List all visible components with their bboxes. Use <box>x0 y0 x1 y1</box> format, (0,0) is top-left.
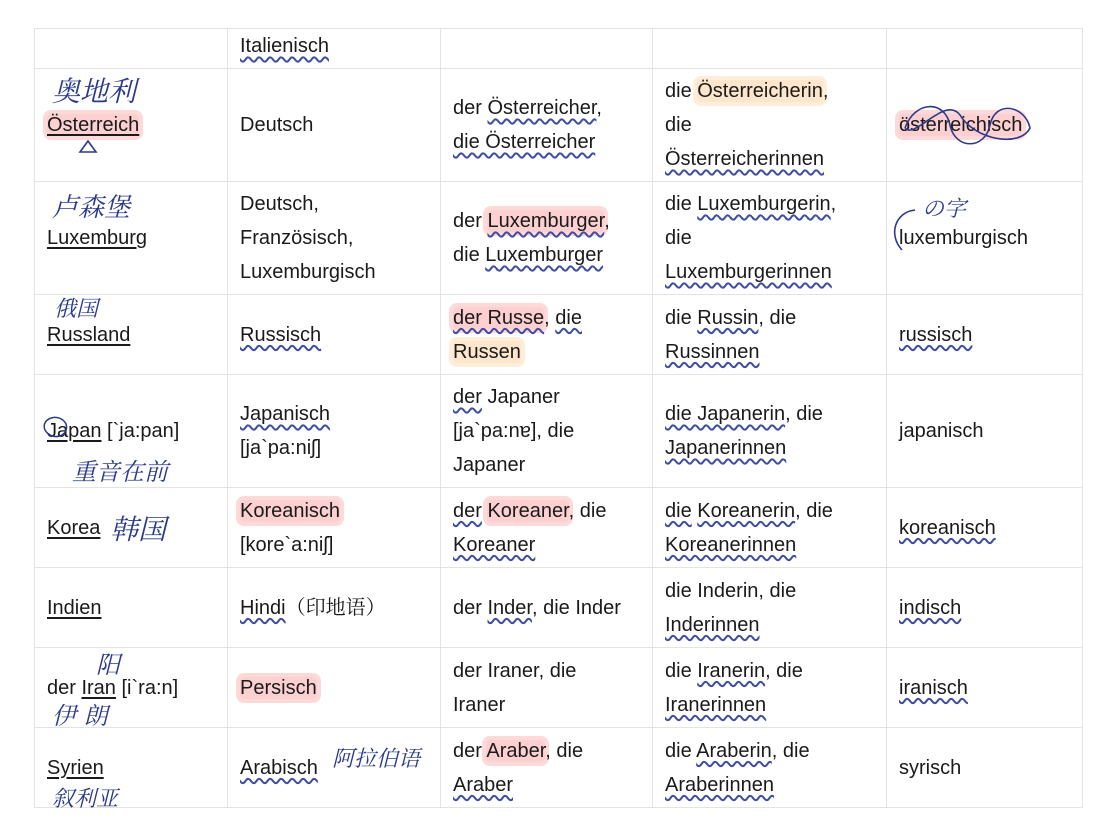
cell-text: die <box>665 80 698 102</box>
cell-text: Japan <box>47 420 102 442</box>
cell-text: die Österreicher <box>453 131 596 153</box>
cell-language <box>228 182 441 295</box>
cell-country <box>35 488 228 568</box>
cell-text: Hindi <box>240 596 286 619</box>
cell-text: der <box>453 739 487 762</box>
cell-text: Deutsch, <box>240 193 319 215</box>
cell-text: , <box>544 306 556 329</box>
cell-text: die <box>665 739 697 762</box>
cell-text: die <box>453 244 486 266</box>
cell-language <box>228 375 441 488</box>
cell-inhabitant-male <box>441 488 653 568</box>
cell-text: , <box>596 97 602 119</box>
cell-text: Japaner <box>453 454 526 476</box>
cell-inhabitant-male <box>441 375 653 488</box>
cell-language <box>228 488 441 568</box>
cell-text: Luxemburger <box>487 210 605 232</box>
table-row <box>35 648 1083 728</box>
cell-text: russisch <box>899 323 973 346</box>
cell-country <box>35 295 228 375</box>
cell-inhabitant-female <box>653 182 887 295</box>
cell-text: Araberin <box>696 739 772 762</box>
cell-text: Russen <box>453 340 521 363</box>
cell-text: Österreicherinnen <box>665 148 824 170</box>
cell-text: , die <box>545 739 584 762</box>
note-luxemburg: 卢森堡 <box>52 193 131 223</box>
cell-text: koreanisch <box>899 516 996 539</box>
cell-adjective <box>887 568 1083 648</box>
table-row <box>35 182 1083 295</box>
cell-text: Luxemburgisch <box>240 261 376 283</box>
cell-text: Japaner <box>481 386 560 408</box>
cell-text: Französisch, <box>240 227 354 249</box>
cell-language <box>228 69 441 182</box>
cell-text: Russinnen <box>665 340 760 363</box>
cell-inhabitant-female <box>653 568 887 648</box>
cell-text: Araberinnen <box>665 773 774 796</box>
cell-text: der <box>453 499 482 522</box>
note-japan: 重音在前 <box>72 458 168 486</box>
cell-text: der Russe <box>453 306 545 329</box>
cell-text: der <box>453 386 482 408</box>
cell-text: Koreanerinnen <box>665 533 797 556</box>
note-oesterreich: 奥地利 <box>52 75 137 108</box>
cell-text: [kore`a:niʃ] <box>240 533 334 556</box>
cell-text: Japanerinnen <box>665 437 787 459</box>
cell-language <box>228 568 441 648</box>
cell-text: , <box>822 80 829 102</box>
cell-text: Iraner <box>453 693 506 716</box>
cell-text: Luxemburgerin <box>697 193 831 215</box>
cell-text: Russland <box>47 323 131 346</box>
cell-text: , die <box>568 499 607 522</box>
cell-text: Italienisch <box>240 35 329 57</box>
cell-text: die <box>665 114 692 136</box>
cell-text: Korea <box>47 516 101 539</box>
cell-text: indisch <box>899 596 962 619</box>
cell-text: Syrien <box>47 756 104 779</box>
cell-text: die Inderin, die <box>665 579 797 602</box>
cell-text: Österreicher <box>487 97 597 119</box>
cell-text: die <box>665 227 692 249</box>
note-arabisch: 阿拉伯语 <box>332 747 421 772</box>
country-language-table <box>34 28 1083 808</box>
cell-country <box>35 69 228 182</box>
cell-text: Österreicherin <box>697 80 823 102</box>
cell-text: Arabisch <box>240 756 318 779</box>
cell-language <box>228 295 441 375</box>
cell-text: die <box>665 499 692 522</box>
cell-country <box>35 568 228 648</box>
cell-text: iranisch <box>899 676 968 699</box>
cell-text: , die <box>795 499 833 522</box>
cell-text: , die <box>758 306 797 329</box>
cell-inhabitant-female <box>653 728 887 808</box>
cell-text: Luxemburgerinnen <box>665 261 832 283</box>
cell-inhabitant-male <box>441 728 653 808</box>
cell-text: die <box>665 193 698 215</box>
cell-text: Koreaner <box>487 499 569 522</box>
cell-text: Inder <box>487 596 532 619</box>
table-row <box>35 568 1083 648</box>
note-syrien: 叙利亚 <box>52 787 119 812</box>
cell-text: [ja`pa:niʃ] <box>240 437 322 459</box>
cell-text: luxemburgisch <box>899 227 1028 249</box>
cell-country <box>35 29 228 69</box>
cell-text: Koreaner <box>453 533 536 556</box>
cell-text: [`ja:pan] <box>101 420 180 442</box>
cell-text: , die <box>785 403 823 425</box>
cell-text: Araber <box>453 773 514 796</box>
table-row <box>35 728 1083 808</box>
cell-text: [i`ra:n] <box>115 676 179 699</box>
cell-inhabitant-male <box>441 69 653 182</box>
cell-inhabitant-male <box>441 29 653 69</box>
cell-text: der <box>47 676 82 699</box>
cell-text: die <box>665 306 698 329</box>
cell-text: Luxemburger <box>485 244 604 266</box>
cell-inhabitant-male <box>441 648 653 728</box>
cell-text: , die <box>771 739 810 762</box>
cell-adjective <box>887 488 1083 568</box>
note-luxemburg-side: の字 <box>922 197 967 222</box>
cell-text: , die Inder <box>531 596 621 619</box>
vocabulary-table-container <box>34 28 1082 806</box>
table-row <box>35 69 1083 182</box>
cell-adjective <box>887 728 1083 808</box>
cell-language <box>228 728 441 808</box>
note-iran-top: 阳 <box>96 651 120 679</box>
table-row <box>35 375 1083 488</box>
cell-text: Deutsch <box>240 114 314 136</box>
cell-inhabitant-female <box>653 488 887 568</box>
cell-adjective <box>887 375 1083 488</box>
cell-text: japanisch <box>899 420 984 442</box>
cell-inhabitant-male <box>441 568 653 648</box>
cell-text: der Iraner, die <box>453 659 577 682</box>
cell-text: syrisch <box>899 756 962 779</box>
cell-text: die <box>555 306 582 329</box>
cell-text: die Japanerin <box>665 403 786 425</box>
cell-text: österreichisch <box>899 114 1023 136</box>
table-row <box>35 488 1083 568</box>
cell-text: der <box>453 210 488 232</box>
cell-text: Österreich <box>47 114 140 136</box>
cell-inhabitant-male <box>441 295 653 375</box>
cell-text: Iranerin <box>697 659 766 682</box>
cell-text: Iranerinnen <box>665 693 767 716</box>
cell-text: Russisch <box>240 323 322 346</box>
cell-text: Iran <box>81 676 116 699</box>
cell-country <box>35 182 228 295</box>
cell-text: der <box>453 97 488 119</box>
cell-adjective <box>887 29 1083 69</box>
cell-text: Japanisch <box>240 403 331 425</box>
cell-text: Koreanerin <box>697 499 796 522</box>
cell-language <box>228 29 441 69</box>
note-korea: 韩国 <box>110 513 167 546</box>
cell-country <box>35 648 228 728</box>
cell-text: Araber <box>486 739 546 762</box>
cell-text: Inderinnen <box>665 613 760 636</box>
cell-text: , <box>830 193 837 215</box>
cell-text: Koreanisch <box>240 499 341 522</box>
note-iran-bottom: 伊 朗 <box>52 702 108 730</box>
cell-inhabitant-male <box>441 182 653 295</box>
cell-text: （印地语） <box>285 596 386 619</box>
cell-inhabitant-female <box>653 69 887 182</box>
cell-text: die <box>665 659 698 682</box>
cell-text: Russin <box>697 306 759 329</box>
cell-inhabitant-female <box>653 375 887 488</box>
cell-text: Persisch <box>240 676 317 699</box>
cell-adjective <box>887 648 1083 728</box>
table-row <box>35 295 1083 375</box>
cell-language <box>228 648 441 728</box>
cell-text: der <box>453 596 488 619</box>
cell-country <box>35 728 228 808</box>
note-russland: 俄国 <box>54 297 99 322</box>
cell-text: , die <box>765 659 803 682</box>
cell-country <box>35 375 228 488</box>
cell-adjective <box>887 295 1083 375</box>
cell-text: Luxemburg <box>47 227 148 249</box>
cell-adjective <box>887 182 1083 295</box>
cell-inhabitant-female <box>653 648 887 728</box>
cell-text: [ja`pa:nɐ], die <box>453 420 575 442</box>
cell-adjective <box>887 69 1083 182</box>
cell-text: , <box>604 210 610 232</box>
cell-text: Indien <box>47 596 102 619</box>
cell-inhabitant-female <box>653 29 887 69</box>
table-row <box>35 29 1083 69</box>
cell-inhabitant-female <box>653 295 887 375</box>
